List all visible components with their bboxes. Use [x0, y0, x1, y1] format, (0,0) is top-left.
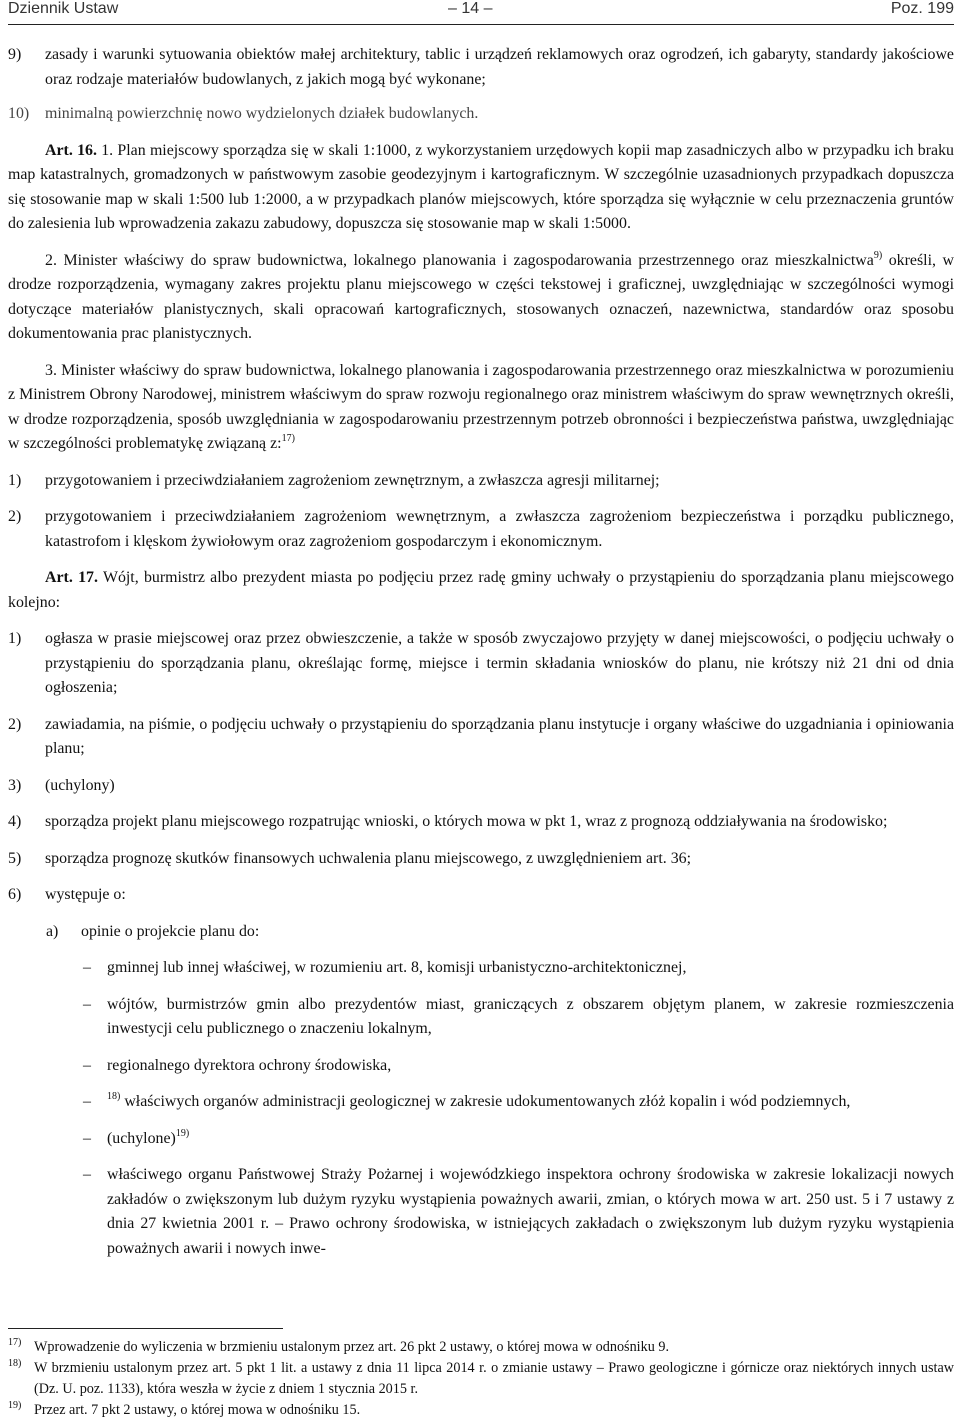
dash-bullet: –	[83, 995, 91, 1013]
dash-item-text: właściwego organu Państwowej Straży Pożarnej i wojewódzkiego inspektora ochrony środowiska w zakresie lokalizacji nowych zakładów o zwiększonym lub dużym ryzyku wystąpienia poważnych awarii, zmian, o których mowa w art. 250 ust. 5 i 7 ustawy z dnia 27 kwietnia 2001 r. – Prawo ochrony środowiska, w istniejących zakładach o zwiększonym lub dużym ryzyku wystąpienia poważnych awarii i nowych inwe-	[107, 1166, 954, 1257]
item-number: 9)	[8, 46, 22, 63]
footnote-number: 18)	[8, 1358, 22, 1369]
list-item	[8, 774, 954, 799]
list-item	[8, 102, 954, 127]
item-text: przygotowaniem i przeciwdziałaniem zagrożeniom wewnętrznym, a zwłaszcza zagrożeniom bezpieczeństwa i porządku publicznego, katastrofom i klęskom żywiołowym oraz zagrożeniom gospodarczym i ekonomicznym.	[45, 508, 954, 550]
dash-item-text: (uchylone)	[107, 1129, 176, 1147]
paragraph-text: 1. Plan miejscowy sporządza się w skali 1:1000, z wykorzystaniem urzędowych kopii map zasadniczych albo w przypadku ich braku map katastralnych, gromadzonych w państwowym zasobie geodezyjnym i kartograficznym. W szczególnie uzasadnionych przypadkach dopuszcza się stosowanie map w skali 1:500 lub 1:2000, a w przypadkach planów miejscowych, które sporządza się wyłącznie w celu przeznaczenia gruntów do zalesienia lub wprowadzenia zakazu zabudowy, dopuszcza się stosowanie map w skali 1:5000.	[8, 141, 954, 232]
item-text: ogłasza w prasie miejscowej oraz przez obwieszczenie, a także w sposób zwyczajowo przyjęty w danej miejscowości, o podjęciu uchwały o przystąpieniu do sporządzania planu, określając formę, miejsce i termin składania wniosków do planu, nie krótszy niż 21 dni od dnia ogłoszenia;	[45, 630, 954, 696]
document-body	[8, 43, 954, 1261]
dash-item	[8, 1127, 954, 1152]
dash-item	[8, 1054, 954, 1079]
art16-paragraph-2	[8, 249, 954, 347]
sub-item-letter: a)	[46, 922, 59, 940]
footnote	[8, 1400, 954, 1421]
item-number: 1)	[8, 630, 22, 647]
page-header	[8, 0, 954, 25]
footnote	[8, 1337, 954, 1358]
item-number: 3)	[8, 776, 22, 794]
item-text: zawiadamia, na piśmie, o podjęciu uchwały o przystąpieniu do sporządzania planu instytucje i organy właściwe do uzgadniania i opiniowania planu;	[45, 715, 954, 757]
list-item	[8, 883, 954, 908]
item-number: 2)	[8, 715, 22, 733]
dash-item	[8, 1163, 954, 1261]
item-text: sporządza prognozę skutków finansowych uchwalenia planu miejscowego, z uwzględnieniem art. 36;	[45, 849, 692, 867]
dash-item	[8, 1090, 954, 1115]
footnote-ref: 18)	[107, 1091, 121, 1102]
dash-bullet: –	[83, 1166, 91, 1183]
item-text: występuje o:	[45, 886, 126, 903]
item-number: 1)	[8, 471, 22, 489]
list-item	[8, 847, 954, 872]
footnote-number: 17)	[8, 1337, 22, 1348]
article-label: Art. 16.	[45, 141, 97, 159]
paragraph-text: 2. Minister właściwy do spraw budownictwa, lokalnego planowania i zagospodarowania przestrzennego oraz mieszkalnictwa	[45, 251, 874, 269]
paragraph-text: Wójt, burmistrz albo prezydent miasta po podjęciu przez radę gminy uchwały o przystąpieniu do sporządzania planu miejscowego kolejno:	[8, 569, 954, 611]
item-number: 5)	[8, 849, 22, 867]
item-number: 10)	[8, 105, 30, 122]
dash-bullet: –	[83, 1056, 91, 1074]
paragraph-text: 3. Minister właściwy do spraw budownictwa, lokalnego planowania i zagospodarowania przestrzennego oraz mieszkalnictwa w porozumieniu z Ministrem Obrony Narodowej, ministrem właściwym do spraw rozwoju regionalnego oraz ministrem właściwym do spraw wewnętrznych określi, w drodze rozporządzenia, sposób uwzględniania w zagospodarowaniu przestrzennym potrzeb obronności i bezpieczeństwa państwa, uwzględniając w szczególności problematykę związaną z:	[8, 361, 954, 452]
paragraph-text-cont: określi, w drodze rozporządzenia, wymagany zakres projektu planu miejscowego w części tekstowej i graficznej, uwzględniając w szczególności wymogi dotyczące materiałów planistycznych, skali opracowań kartograficznych, stosowanych oznaczeń, nazewnictwa, standardów oraz sposobu dokumentowania prac planistycznych.	[8, 251, 954, 342]
journal-title: Dziennik Ustaw	[8, 0, 119, 17]
list-item	[8, 713, 954, 762]
footnote-separator	[8, 1328, 283, 1329]
list-item	[8, 810, 954, 835]
item-number: 6)	[8, 886, 22, 903]
list-item	[8, 43, 954, 92]
footnote-text: Wprowadzenie do wyliczenia w brzmieniu ustalonym przez art. 26 pkt 2 ustawy, o której mowa w odnośniku 9.	[34, 1339, 669, 1355]
dash-item	[8, 993, 954, 1042]
item-text: przygotowaniem i przeciwdziałaniem zagrożeniom zewnętrznym, a zwłaszcza agresji militarnej;	[45, 471, 660, 489]
footnote-ref: 17)	[281, 433, 295, 444]
sub-item	[8, 920, 954, 945]
position-number: Poz. 199	[890, 0, 954, 17]
item-number: 4)	[8, 813, 22, 830]
footnote-ref: 9)	[873, 249, 883, 261]
item-number: 2)	[8, 508, 22, 525]
art16-paragraph-3	[8, 359, 954, 457]
sub-item-text: opinie o projekcie planu do:	[81, 922, 260, 940]
dash-item-text: właściwych organów administracji geologicznej w zakresie udokumentowanych złóż kopalin i wód podziemnych,	[120, 1093, 851, 1110]
footnote-number: 19)	[8, 1400, 22, 1411]
dash-bullet: –	[83, 1093, 91, 1110]
item-text: sporządza projekt planu miejscowego rozpatrując wnioski, o których mowa w pkt 1, wraz z prognozą oddziaływania na środowisko;	[45, 813, 888, 830]
item-text: minimalną powierzchnię nowo wydzielonych działek budowlanych.	[45, 105, 479, 122]
article-label: Art. 17.	[45, 569, 98, 586]
footnote	[8, 1358, 954, 1400]
dash-bullet: –	[83, 1129, 91, 1147]
page-number: – 14 –	[448, 0, 493, 17]
item-text: zasady i warunki sytuowania obiektów małej architektury, tablic i urządzeń reklamowych oraz ogrodzeń, ich gabaryty, standardy jakościowe oraz rodzaje materiałów budowlanych, z jakich mogą być wykonane;	[45, 46, 954, 88]
list-item	[8, 469, 954, 494]
footnote-ref: 19)	[175, 1127, 190, 1139]
list-item	[8, 505, 954, 554]
dash-item-text: gminnej lub innej właściwej, w rozumieniu art. 8, komisji urbanistyczno-architektonicznej,	[107, 959, 687, 976]
dash-bullet: –	[83, 959, 91, 976]
dash-item-text: regionalnego dyrektora ochrony środowiska,	[107, 1056, 392, 1074]
footnote-text: Przez art. 7 pkt 2 ustawy, o której mowa w odnośniku 15.	[34, 1402, 361, 1418]
dash-item	[8, 956, 954, 981]
art16-paragraph-1	[8, 139, 954, 237]
dash-item-text: wójtów, burmistrzów gmin albo prezydentów miast, graniczących z obszarem objętym planem, w zakresie rozmieszczenia inwestycji celu publicznego o znaczeniu lokalnym,	[107, 995, 954, 1037]
art17-intro	[8, 566, 954, 615]
item-text: (uchylony)	[45, 776, 115, 794]
list-item	[8, 627, 954, 701]
footnotes	[8, 1337, 954, 1421]
footnote-text: W brzmieniu ustalonym przez art. 5 pkt 1 lit. a ustawy z dnia 11 lipca 2014 r. o zmianie ustawy – Prawo geologiczne i górnicze oraz niektórych innych ustaw (Dz. U. poz. 1133), która weszła w życie z dniem 1 stycznia 2015 r.	[34, 1360, 954, 1397]
